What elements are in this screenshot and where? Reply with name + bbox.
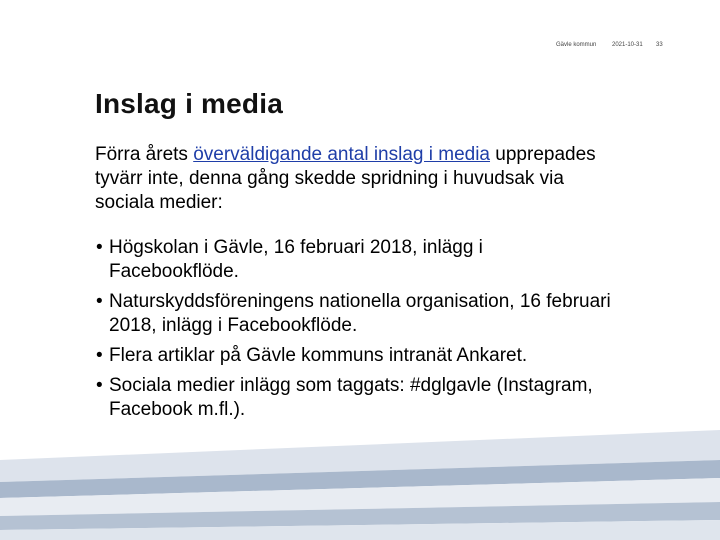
bullet-marker: • xyxy=(96,291,103,312)
bullet-text: Flera artiklar på Gävle kommuns intranät Ankaret. xyxy=(109,345,528,366)
slide-header xyxy=(0,42,720,52)
decorative-stripes xyxy=(0,420,720,540)
page-number: 33 xyxy=(656,42,663,48)
bullet-marker: • xyxy=(96,237,103,258)
bullet-text: Sociala medier inlägg som taggats: #dglgavle (Instagram, Facebook m.fl.). xyxy=(109,375,593,420)
organization-name: Gävle kommun xyxy=(556,42,597,48)
bullet-list xyxy=(95,236,615,428)
bullet-marker: • xyxy=(96,375,103,396)
slide-title: Inslag i media xyxy=(95,88,283,119)
bullet-item xyxy=(95,236,615,284)
bullet-text: Naturskyddsföreningens nationella organisation, 16 februari 2018, inlägg i Facebookflöde. xyxy=(109,291,611,336)
intro-paragraph xyxy=(95,143,615,215)
slide-date: 2021-10-31 xyxy=(612,42,643,48)
media-coverage-link[interactable]: överväldigande antal inslag i media xyxy=(193,144,491,165)
bullet-text: Högskolan i Gävle, 16 februari 2018, inlägg i Facebookflöde. xyxy=(109,237,483,282)
bullet-marker: • xyxy=(96,345,103,366)
intro-text-end: upprepades tyvärr inte, denna gång skedde spridning i huvudsak via sociala medier: xyxy=(95,144,596,213)
bullet-item xyxy=(95,344,615,368)
bullet-item xyxy=(95,290,615,338)
bullet-item xyxy=(95,374,615,422)
intro-text-start: Förra årets xyxy=(95,144,194,165)
